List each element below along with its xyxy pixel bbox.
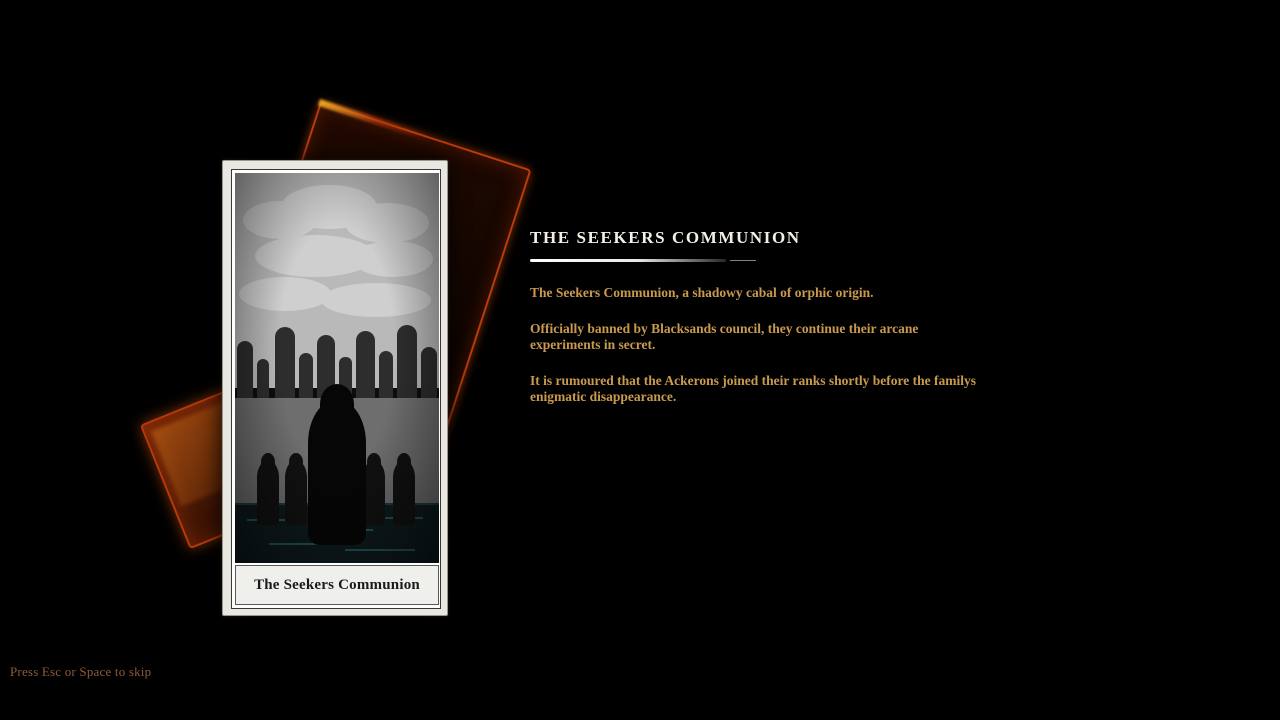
tarot-card-frame [231,169,441,609]
skip-hint-label[interactable]: Press Esc or Space to skip [10,664,152,679]
title-divider-main [530,259,726,262]
artwork-ground [235,398,439,563]
hooded-follower-figure [257,461,279,525]
cloud-shape [353,241,433,277]
lore-paragraph: The Seekers Communion, a shadowy cabal of orphic origin. [530,285,874,300]
cloud-shape [321,283,431,317]
page-title: THE SEEKERS COMMUNION [530,228,801,247]
title-divider-tail [730,260,756,261]
tarot-card-title-plate [235,565,439,605]
title-divider [530,258,758,263]
tarot-card[interactable] [222,160,448,616]
lore-paragraph: It is rumoured that the Ackerons joined their ranks shortly before the familys enigmatic disappearance. [530,373,976,404]
card-display-area [150,110,530,593]
hooded-leader-figure [308,400,366,545]
lore-info-panel [530,228,1050,419]
cloud-shape [239,277,331,311]
tarot-card-title: The Seekers Communion [254,576,420,593]
hooded-follower-figure [285,461,307,525]
lore-text-block [530,285,1050,405]
hooded-follower-figure [363,461,385,525]
tarot-card-artwork [235,173,439,563]
water-reflection [345,549,415,551]
cloud-shape [345,203,429,243]
lore-paragraph: Officially banned by Blacksands council, they continue their arcane experiments in secret. [530,321,919,352]
hooded-follower-figure [393,461,415,525]
